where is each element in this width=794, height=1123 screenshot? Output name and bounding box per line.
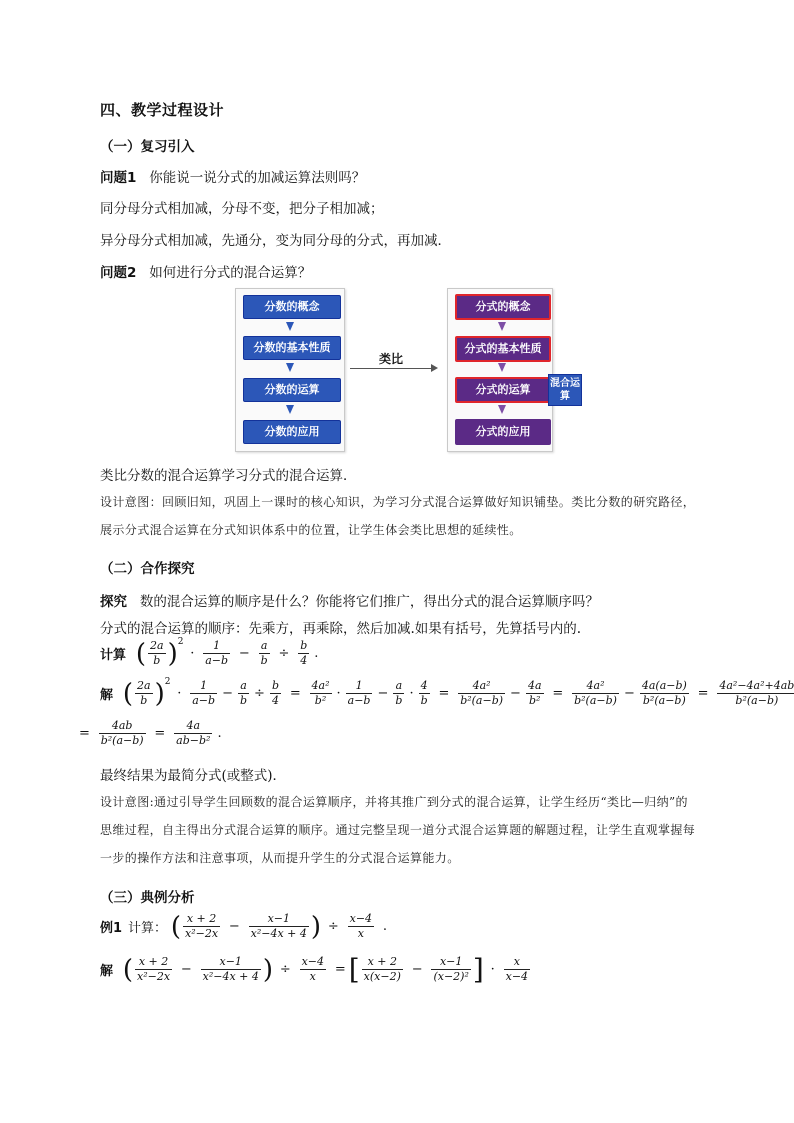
part2-heading: （二）合作探究: [100, 561, 195, 577]
right-box-operation: 分式的运算: [455, 377, 551, 403]
down-arrow-icon: [286, 322, 294, 331]
answer1-line1: 同分母分式相加减，分母不变，把分子相加减；: [100, 201, 384, 217]
question2-label: 问题2: [100, 265, 137, 281]
question2: [100, 261, 311, 281]
left-box-operation: 分数的运算: [243, 378, 341, 402]
analogy-sentence: 类比分数的混合运算学习分式的混合运算．: [100, 468, 357, 484]
explore-label: 探究: [100, 594, 127, 610]
design-intent-2: 设计意图:通过引导学生回顾数的混合运算顺序，并将其推广到分式的混合运算，让学生经历“类比—归纳”的思维过程，自主得出分式混合运算的顺序。通过完整呈现一道分式混合运算题的解题过程，让学生直观掌握每一步的操作方法和注意事项，从而提升学生的分式混合运算能力。: [100, 795, 696, 865]
right-box-application: 分式的应用: [455, 419, 551, 445]
analogy-arrow-line: [350, 368, 432, 369]
question2-text: 如何进行分式的混合运算？: [149, 265, 312, 281]
question1: [100, 166, 365, 186]
calc-problem: 计算 ( $\frac{2a}{b}$ )$^2$ · $\frac{1}{a-b}$ − $\frac{a}{b}$ ÷ $\frac{b}{4}$ .: [100, 637, 319, 669]
solve-label: 解: [100, 688, 114, 703]
fraction: $\frac{1}{a-b}$: [205, 639, 229, 667]
right-arrow-icon: [431, 364, 438, 372]
question1-label: 问题1: [100, 170, 137, 186]
fraction: $\frac{2a}{b}$: [150, 639, 164, 667]
example1-label: 例1: [100, 921, 123, 936]
section-title: 四、教学过程设计: [100, 101, 225, 119]
exploration: [100, 590, 599, 610]
question1-text: 你能说一说分式的加减运算法则吗？: [149, 170, 366, 186]
order-rule: 分式的混合运算的顺序：先乘方，再乘除，然后加减.如果有括号，先算括号内的.: [100, 621, 582, 637]
solution-line-1: 解 ( $\frac{2a}{b}$ )$^2$ · $\frac{1}{a-b}$ − $\frac{a}{b}$ ÷ $\frac{b}{4}$ = $\frac{\text{4a²}}{\text{b²}}$ · $\frac{1}{a-b}$ − $\frac{a}{b}$ · $\frac{4}{b}$ = $\frac{\text{4a²}}{\text{b²(a−b)}}$ − $\frac{4a}{\text{b²}}$ = $\frac{\text{4a²}}{\text{b²(a−b)}}$ − $\frac{4a(a-b)}{\text{b²(a−b)}}$ = $\frac{\text{4a²−4a²+4ab}}{\text{b²(a−b)}}$: [100, 679, 794, 708]
part1-heading: （一）复习引入: [100, 139, 195, 155]
left-box-property: 分数的基本性质: [243, 336, 341, 360]
down-arrow-icon: [498, 322, 506, 331]
part3-heading: （三）典例分析: [100, 890, 195, 906]
fraction-algebra-diagram: [447, 288, 553, 452]
design-intent-1: 设计意图：回顾旧知，巩固上一课时的核心知识，为学习分式混合运算做好知识铺垫。类比分数的研究路径，展示分式混合运算在分式知识体系中的位置，让学生体会类比思想的延续性。: [100, 495, 696, 537]
fraction: $\frac{b}{4}$: [300, 639, 308, 667]
right-box-concept: 分式的概念: [455, 294, 551, 320]
left-box-concept: 分数的概念: [243, 295, 341, 319]
answer1-line2: 异分母分式相加减，先通分，变为同分母的分式，再加减．: [100, 233, 451, 249]
down-arrow-icon: [286, 405, 294, 414]
solution-line-2: = $\frac{4ab}{\text{b²(a−b)}}$ = $\frac{4a}{\text{ab−b²}}$ .: [79, 719, 222, 747]
analogy-label: 类比: [379, 352, 404, 366]
right-box-property: 分式的基本性质: [455, 336, 551, 362]
down-arrow-icon: [498, 405, 506, 414]
fraction: $\frac{a}{b}$: [260, 639, 268, 667]
left-box-application: 分数的应用: [243, 420, 341, 444]
mixed-operation-tag: 混合运算: [548, 374, 582, 406]
fraction-number-diagram: [235, 288, 345, 452]
example1: 例1 计算： ( $\frac{x + 2}{\text{x²−2x}}$ − $\frac{x-1}{\text{x²−4x + 4}}$ ) ÷ $\frac{x-4}{x}$ .: [100, 911, 388, 942]
example1-solution: 解 ( $\frac{x + 2}{\text{x²−2x}}$ − $\frac{x-1}{\text{x²−4x + 4}}$ ) ÷ $\frac{x-4}{x}$ = [ $\frac{x + 2}{x(x-2)}$ − $\frac{x-1}{\text{(x−2)²}}$ ] · $\frac{x}{x-4}$: [100, 952, 529, 986]
down-arrow-icon: [286, 363, 294, 372]
calc-label: 计算: [100, 648, 127, 663]
down-arrow-icon: [498, 363, 506, 372]
final-result-note: 最终结果为最简分式(或整式)．: [100, 768, 287, 784]
explore-text: 数的混合运算的顺序是什么？你能将它们推广，得出分式的混合运算顺序吗？: [139, 594, 599, 610]
